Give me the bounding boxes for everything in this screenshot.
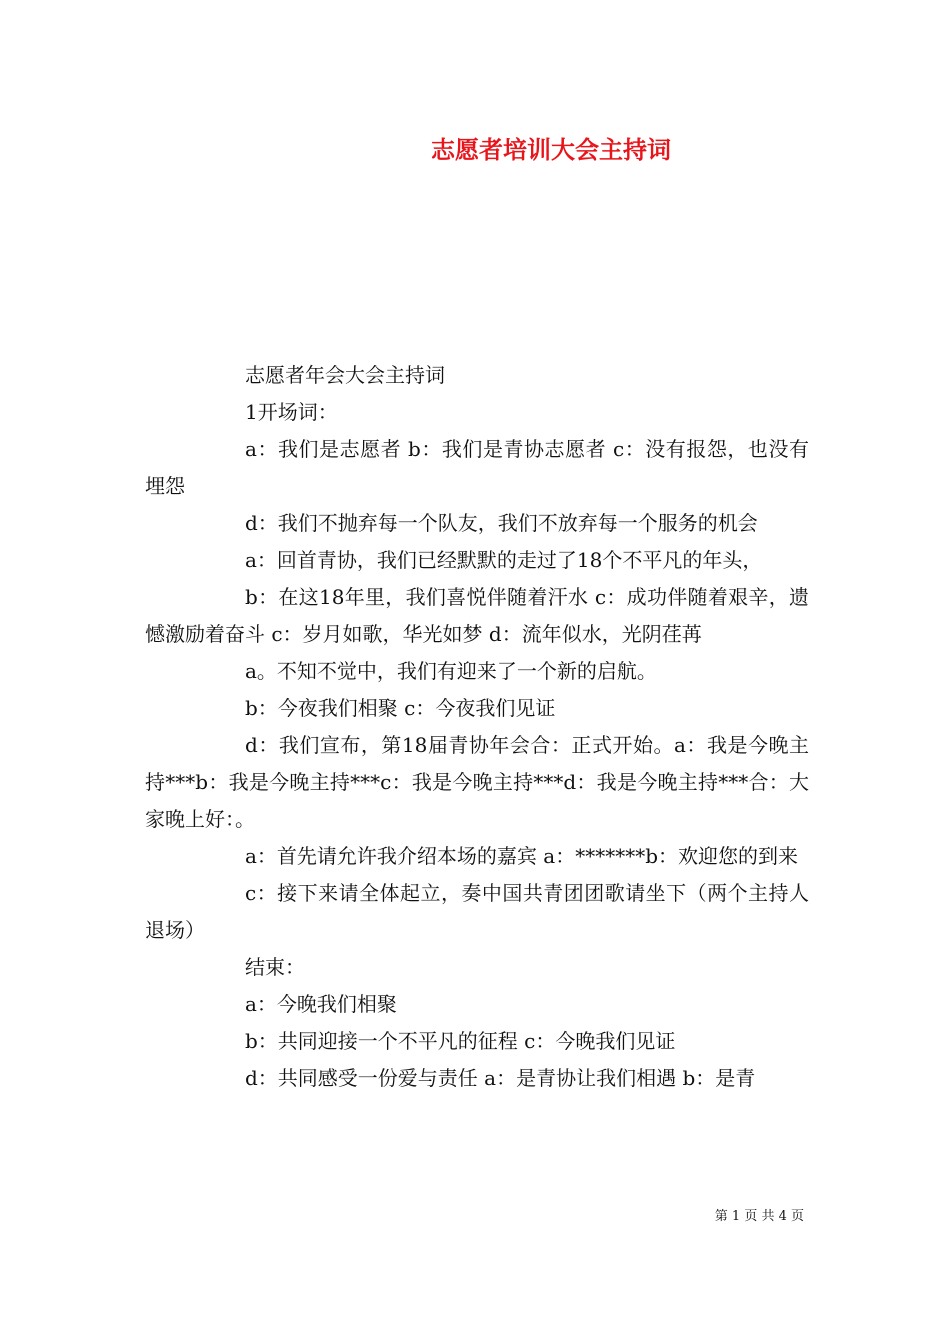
document-title: 志愿者培训大会主持词 xyxy=(431,135,671,164)
paragraph: 结束： xyxy=(245,955,305,979)
paragraph: a：回首青协，我们已经默默的走过了18个不平凡的年头， xyxy=(245,548,763,572)
paragraph: c：接下来请全体起立，奏中国共青团团歌请坐下（两个主持人退场） xyxy=(145,881,809,942)
paragraph: a。不知不觉中，我们有迎来了一个新的启航。 xyxy=(245,659,657,683)
paragraph: d：共同感受一份爱与责任 a：是青协让我们相遇 b：是青 xyxy=(245,1066,756,1090)
paragraph: d：我们不抛弃每一个队友，我们不放弃每一个服务的机会 xyxy=(245,511,758,535)
page-number-footer: 第 1 页 共 4 页 xyxy=(714,1209,804,1224)
paragraph: a：首先请允许我介绍本场的嘉宾 a：*******b：欢迎您的到来 xyxy=(245,844,799,868)
paragraph: a：我们是志愿者 b：我们是青协志愿者 c：没有报怨，也没有埋怨 xyxy=(145,437,809,498)
paragraph: b：今夜我们相聚 c：今夜我们见证 xyxy=(245,696,556,720)
paragraph: a：今晚我们相聚 xyxy=(245,992,397,1016)
paragraph: b：共同迎接一个不平凡的征程 c：今晚我们见证 xyxy=(245,1029,676,1053)
document-body xyxy=(145,357,809,1097)
paragraph: d：我们宣布，第18届青协年会合：正式开始。a：我是今晚主持***b：我是今晚主持***c：我是今晚主持***d：我是今晚主持***合：大家晚上好：。 xyxy=(145,733,809,831)
paragraph: 1开场词： xyxy=(245,400,338,424)
paragraph: 志愿者年会大会主持词 xyxy=(245,363,445,387)
paragraph: b：在这18年里，我们喜悦伴随着汗水 c：成功伴随着艰辛，遗憾激励着奋斗 c：岁月如歌，华光如梦 d：流年似水，光阴荏苒 xyxy=(145,585,809,646)
